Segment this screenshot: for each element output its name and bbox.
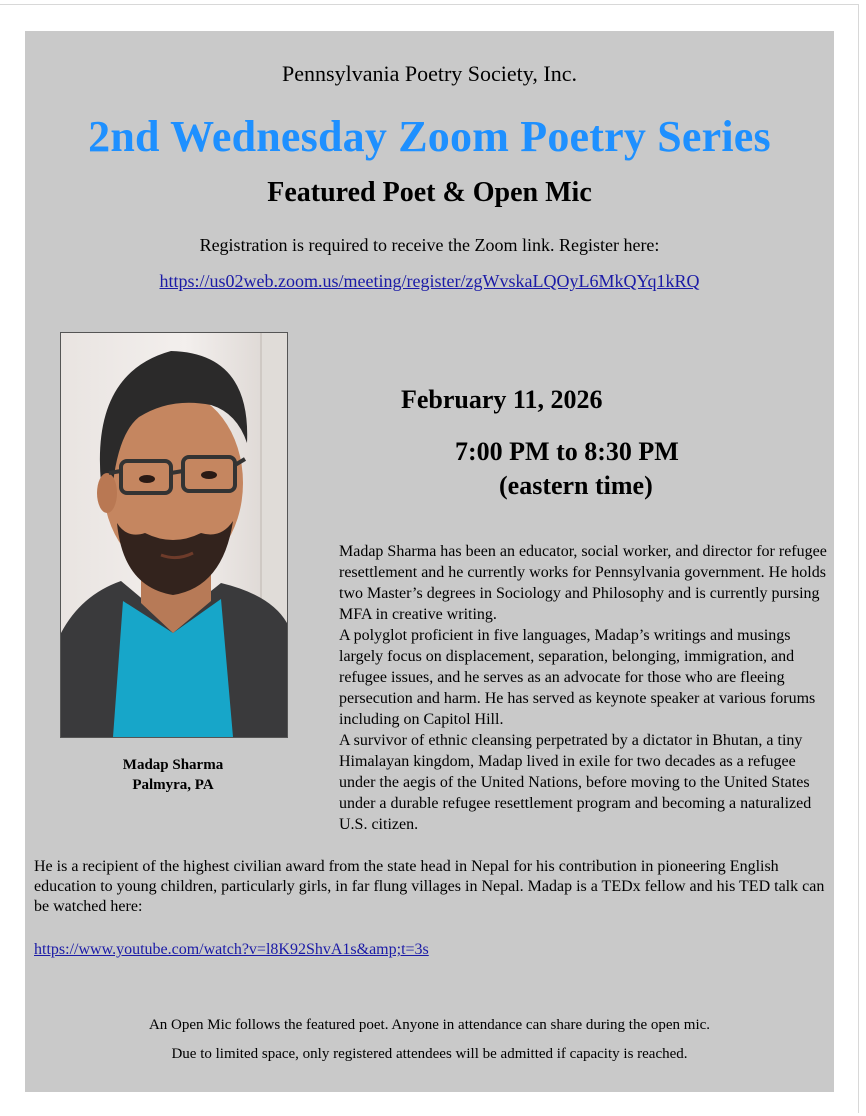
registration-link[interactable]: https://us02web.zoom.us/meeting/register/zgWvskaLQOyL6MkQYq1kRQ [159, 271, 700, 291]
organization-name: Pennsylvania Poetry Society, Inc. [282, 61, 577, 86]
event-time: 7:00 PM to 8:30 PM [455, 437, 679, 466]
poet-name: Madap Sharma [122, 757, 224, 773]
bio-paragraph: A survivor of ethnic cleansing perpetrated by a dictator in Bhutan, a tiny Himalayan kingdom, Madap lived in exile for two decades as a refugee under the aegis of the United Nations, before moving to the United States under a durable refugee resettlement program and becoming a naturalized U.S. citizen. [339, 732, 812, 833]
poet-photo-image [61, 333, 287, 737]
registration-link-row [25, 271, 834, 292]
event-date: February 11, 2026 [401, 385, 603, 414]
flyer-panel [25, 31, 834, 1092]
ted-talk-link-row [34, 941, 429, 959]
poet-location: Palmyra, PA [132, 777, 214, 793]
series-title: 2nd Wednesday Zoom Poetry Series [88, 112, 771, 161]
event-timezone: (eastern time) [499, 471, 653, 500]
poet-photo [60, 332, 288, 738]
poet-bio [339, 541, 829, 835]
registration-text: Registration is required to receive the Zoom link. Register here: [199, 235, 660, 255]
open-mic-note: An Open Mic follows the featured poet. Anyone in attendance can share during the open mic. [148, 1017, 711, 1033]
featured-subtitle: Featured Poet & Open Mic [267, 177, 592, 208]
capacity-note: Due to limited space, only registered attendees will be admitted if capacity is reached. [171, 1046, 688, 1062]
poet-caption [60, 755, 286, 795]
award-paragraph: He is a recipient of the highest civilian award from the state head in Nepal for his contribution in pioneering English education to young children, particularly girls, in far flung villages in Nepal. Madap is a TEDx fellow and his TED talk can be watched here: [34, 858, 825, 915]
ted-talk-link[interactable]: https://www.youtube.com/watch?v=l8K92ShvA1s&amp;t=3s [34, 941, 429, 958]
bio-paragraph: Madap Sharma has been an educator, social worker, and director for refugee resettlement and he currently works for Pennsylvania government. He holds two Master’s degrees in Sociology and Philosophy and is currently pursing MFA in creative writing. [339, 543, 827, 623]
bio-paragraph: A polyglot proficient in five languages, Madap’s writings and musings largely focus on displacement, separation, belonging, immigration, and refugee issues, and he serves as an advocate for those who are fleeing persecution and harm. He has served as keynote speaker at various forums including on Capitol Hill. [339, 627, 816, 728]
